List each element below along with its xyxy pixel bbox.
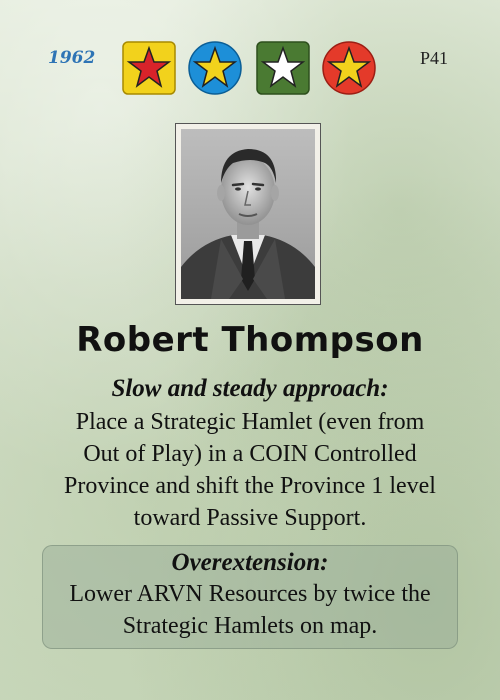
unshaded-line-3: Province and shift the Province 1 level	[64, 473, 436, 499]
unshaded-line-2: Out of Play) in a COIN Controlled	[83, 441, 417, 467]
unshaded-title: Slow and steady approach:	[111, 375, 389, 402]
card-year: 1962	[48, 48, 96, 68]
shaded-line-1: Lower ARVN Resources by twice the	[69, 581, 431, 607]
faction-blue-star-icon	[187, 40, 243, 96]
unshaded-line-4: toward Passive Support.	[133, 505, 367, 531]
shaded-title: Overextension:	[171, 549, 329, 576]
faction-green-star-icon	[255, 40, 311, 96]
portrait-frame	[175, 123, 321, 305]
portrait-photo	[181, 129, 315, 299]
shaded-line-2: Strategic Hamlets on map.	[122, 613, 378, 639]
faction-yellow-star-icon	[121, 40, 177, 96]
card-number: P41	[420, 48, 449, 68]
unshaded-line-1: Place a Strategic Hamlet (even from	[75, 409, 425, 435]
faction-red-star-icon	[321, 40, 377, 96]
card-title: Robert Thompson	[76, 320, 424, 360]
